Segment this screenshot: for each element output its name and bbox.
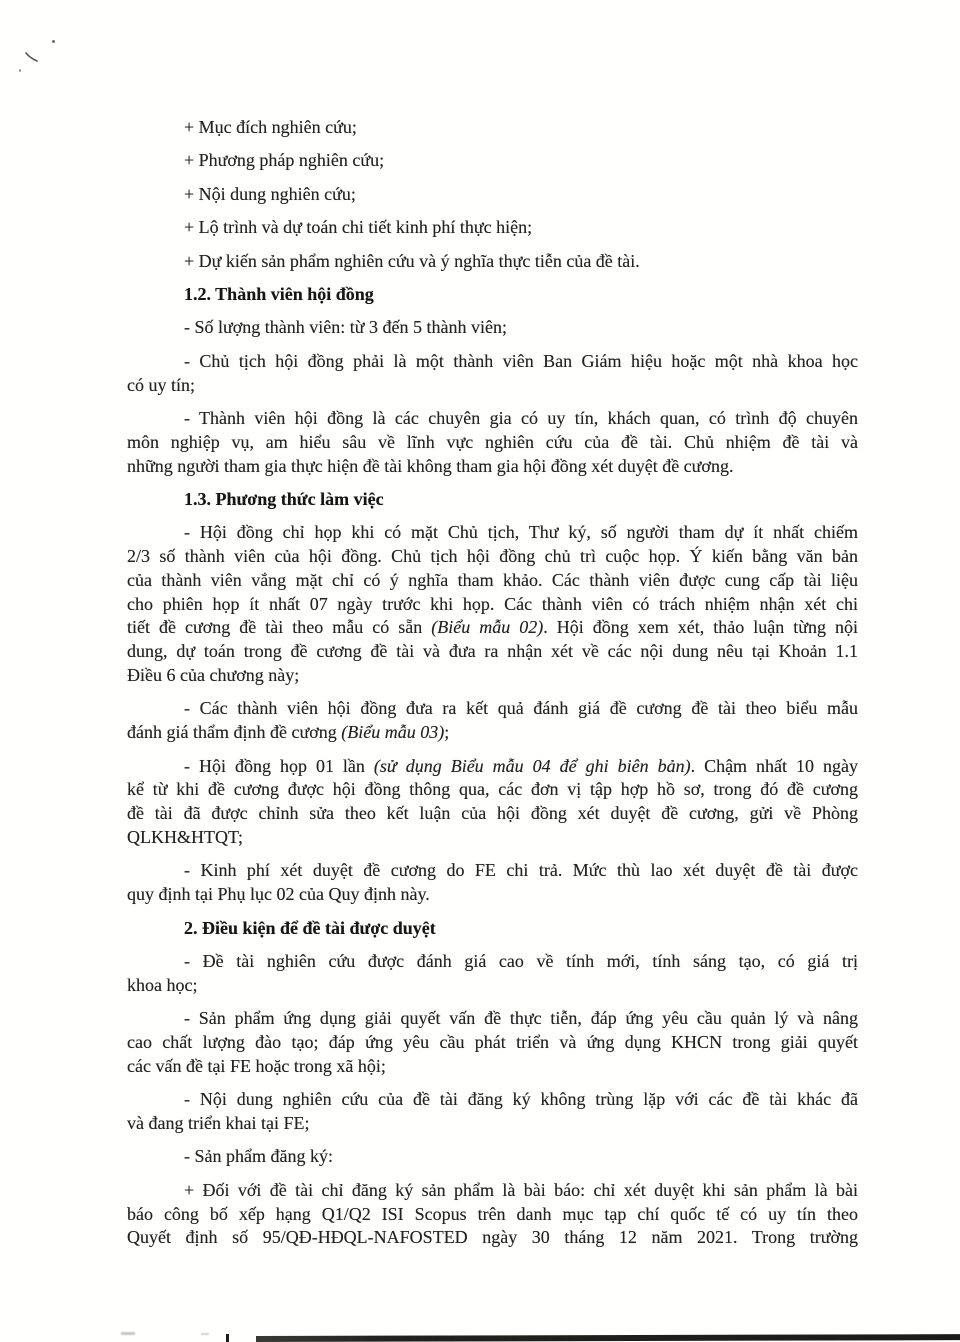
text-run: các vấn đề tại FE hoặc trong xã hội;: [127, 1055, 386, 1076]
text-run: - Thành viên hội đồng là các chuyên gia có uy tín, khách quan, có trình độ chuyên: [184, 407, 858, 428]
text-run: + Mục đích nghiên cứu;: [184, 117, 357, 137]
text-line: [127, 250, 858, 274]
italic-text-run: (sử dụng Biểu mẫu 04 để ghi biên bản): [373, 755, 691, 776]
list-item: [127, 116, 858, 140]
text-run: ;: [444, 722, 450, 743]
text-line: [127, 455, 858, 479]
text-line: [127, 216, 858, 240]
text-line: [127, 116, 858, 140]
text-run: - Số lượng thành viên: từ 3 đến 5 thành viên;: [184, 317, 507, 338]
text-line: [127, 593, 858, 617]
text-line: [127, 488, 858, 512]
text-line: [127, 431, 858, 455]
scan-edge-bar: [256, 1334, 960, 1342]
text-run: - Nội dung nghiên cứu của đề tài đăng ký không trùng lặp với các đề tài khác đã: [184, 1089, 858, 1110]
text-run: . Chậm nhất 10 ngày: [690, 755, 858, 776]
paragraph: [127, 755, 858, 850]
text-run: báo công bố xếp hạng Q1/Q2 ISI Scopus trên danh mục tạp chí quốc tế có uy tín theo: [127, 1203, 858, 1224]
text-run: - Sản phẩm đăng ký:: [184, 1146, 333, 1167]
text-line: [127, 1007, 858, 1031]
text-line: [127, 374, 858, 398]
paragraph: [127, 1088, 858, 1136]
text-run: tiết đề cương đề tài theo mẫu có sẵn: [127, 617, 432, 638]
text-line: [127, 664, 858, 688]
text-run: 2. Điều kiện để đề tài được duyệt: [184, 917, 436, 938]
text-run: Quyết định số 95/QĐ-HĐQL-NAFOSTED ngày 30 tháng 12 năm 2021. Trong trường: [127, 1227, 858, 1248]
text-run: + Lộ trình và dự toán chi tiết kinh phí thực hiện;: [184, 217, 533, 238]
text-line: [127, 917, 858, 941]
text-line: [127, 974, 858, 998]
paragraph: [127, 859, 858, 907]
paragraph: [127, 950, 858, 998]
text-line: [127, 721, 858, 745]
list-item: [127, 183, 858, 207]
paragraph: [127, 1179, 858, 1250]
text-run: QLKH&HTQT;: [127, 827, 243, 848]
text-line: [127, 521, 858, 545]
text-line: [127, 1226, 858, 1250]
text-line: [127, 778, 858, 802]
text-line: [127, 802, 858, 826]
text-run: + Dự kiến sản phẩm nghiên cứu và ý nghĩa thực tiễn của đề tài.: [184, 250, 640, 271]
text-line: [127, 883, 858, 907]
text-run: - Chủ tịch hội đồng phải là một thành viên Ban Giám hiệu hoặc một nhà khoa học: [184, 350, 858, 371]
paragraph: [127, 350, 858, 398]
text-run: khoa học;: [127, 974, 198, 995]
text-line: [127, 640, 858, 664]
heading-1-3-phuong-thuc-lam-viec: [127, 488, 858, 512]
italic-text-run: (Biểu mẫu 03): [341, 722, 445, 743]
text-line: [127, 545, 858, 569]
text-line: [127, 1112, 858, 1136]
scan-tick-artifact: [226, 1334, 229, 1342]
text-run: - Kinh phí xét duyệt đề cương do FE chi trả. Mức thù lao xét duyệt đề tài được: [184, 860, 858, 881]
text-run: 1.3. Phương thức làm việc: [184, 488, 384, 509]
text-run: 2/3 số thành viên của hội đồng. Chủ tịch hội đồng chủ trì cuộc họp. Ý kiến bằng văn bản: [127, 546, 858, 567]
text-line: [127, 697, 858, 721]
text-run: - Hội đồng chỉ họp khi có mặt Chủ tịch, Thư ký, số người tham dự ít nhất chiếm: [184, 522, 858, 543]
text-line: [127, 183, 858, 207]
scan-squiggle-mark: [22, 48, 42, 68]
text-run: và đang triển khai tại FE;: [127, 1112, 310, 1133]
heading-2-dieu-kien-de-de-tai-duoc-duyet: [127, 917, 858, 941]
paragraph: [127, 1007, 858, 1078]
list-item: [127, 250, 858, 274]
text-run: + Phương pháp nghiên cứu;: [184, 150, 385, 171]
text-run: - Đề tài nghiên cứu được đánh giá cao về tính mới, tính sáng tạo, có giá trị: [184, 951, 858, 972]
text-run: . Hội đồng xem xét, thảo luận từng nội: [543, 617, 858, 638]
text-run: những người tham gia thực hiện đề tài không tham gia hội đồng xét duyệt đề cương.: [127, 455, 734, 476]
text-run: - Hội đồng họp 01 lần: [184, 755, 374, 776]
text-line: [127, 616, 858, 640]
list-item: [127, 216, 858, 240]
paragraph: [127, 316, 858, 340]
text-line: [127, 569, 858, 593]
text-line: [127, 859, 858, 883]
text-run: dung, dự toán trong đề cương đề tài và đưa ra nhận xét về các nội dung nêu tại Khoản 1.1: [127, 641, 858, 662]
text-run: cao chất lượng đào tạo; đáp ứng yêu cầu phát triển và ứng dụng KHCN trong giải quyết: [127, 1032, 858, 1052]
text-line: [127, 1179, 858, 1203]
paragraph: [127, 521, 858, 688]
text-line: [127, 407, 858, 431]
text-run: kể từ khi đề cương được hội đồng thông qua, các đơn vị tập hợp hồ sơ, trong đó đề cương: [127, 779, 858, 800]
text-line: [127, 1088, 858, 1112]
text-run: môn nghiệp vụ, am hiểu sâu về lĩnh vực nghiên cứu của đề tài. Chủ nhiệm đề tài và: [127, 431, 858, 452]
text-run: của thành viên vắng mặt chỉ có ý nghĩa tham khảo. Các thành viên được cung cấp tài liệu: [127, 569, 858, 590]
text-run: 1.2. Thành viên hội đồng: [184, 283, 374, 304]
text-line: [127, 826, 858, 850]
scan-dot-artifact: [19, 69, 21, 72]
italic-text-run: (Biểu mẫu 02): [431, 617, 544, 638]
text-line: [127, 316, 858, 340]
text-line: [127, 1055, 858, 1079]
text-run: + Đối với đề tài chỉ đăng ký sản phẩm là bài báo: chỉ xét duyệt khi sản phẩm là bài: [184, 1179, 858, 1200]
text-line: [127, 1145, 858, 1169]
text-run: Điều 6 của chương này;: [127, 665, 300, 686]
scan-speck-artifact: [121, 1332, 135, 1335]
paragraph: [127, 697, 858, 745]
paragraph: [127, 1145, 858, 1169]
paragraph: [127, 407, 858, 478]
text-run: - Sản phẩm ứng dụng giải quyết vấn đề thực tiễn, đáp ứng yêu cầu quản lý và nâng: [184, 1008, 858, 1029]
text-run: cho phiên họp ít nhất 07 ngày trước khi họp. Các thành viên có trách nhiệm nhận xét chi: [127, 593, 858, 614]
text-run: đánh giá thẩm định đề cương: [127, 722, 342, 743]
heading-1-2-thanh-vien-hoi-dong: [127, 283, 858, 307]
text-line: [127, 283, 858, 307]
scan-speck-artifact: [201, 1333, 209, 1335]
text-line: [127, 350, 858, 374]
text-run: + Nội dung nghiên cứu;: [184, 183, 356, 204]
text-run: có uy tín;: [127, 374, 195, 395]
document-body: [127, 116, 858, 1250]
text-line: [127, 950, 858, 974]
scan-dot-artifact: [52, 40, 55, 43]
text-run: - Các thành viên hội đồng đưa ra kết quả đánh giá đề cương đề tài theo biểu mẫu: [184, 698, 858, 719]
text-line: [127, 1203, 858, 1227]
list-item: [127, 149, 858, 173]
text-run: đề tài đã được chỉnh sửa theo kết luận của hội đồng xét duyệt đề cương, gửi về Phòng: [127, 803, 858, 824]
text-run: quy định tại Phụ lục 02 của Quy định này.: [127, 884, 430, 905]
text-line: [127, 149, 858, 173]
text-line: [127, 755, 858, 779]
text-line: [127, 1031, 858, 1055]
